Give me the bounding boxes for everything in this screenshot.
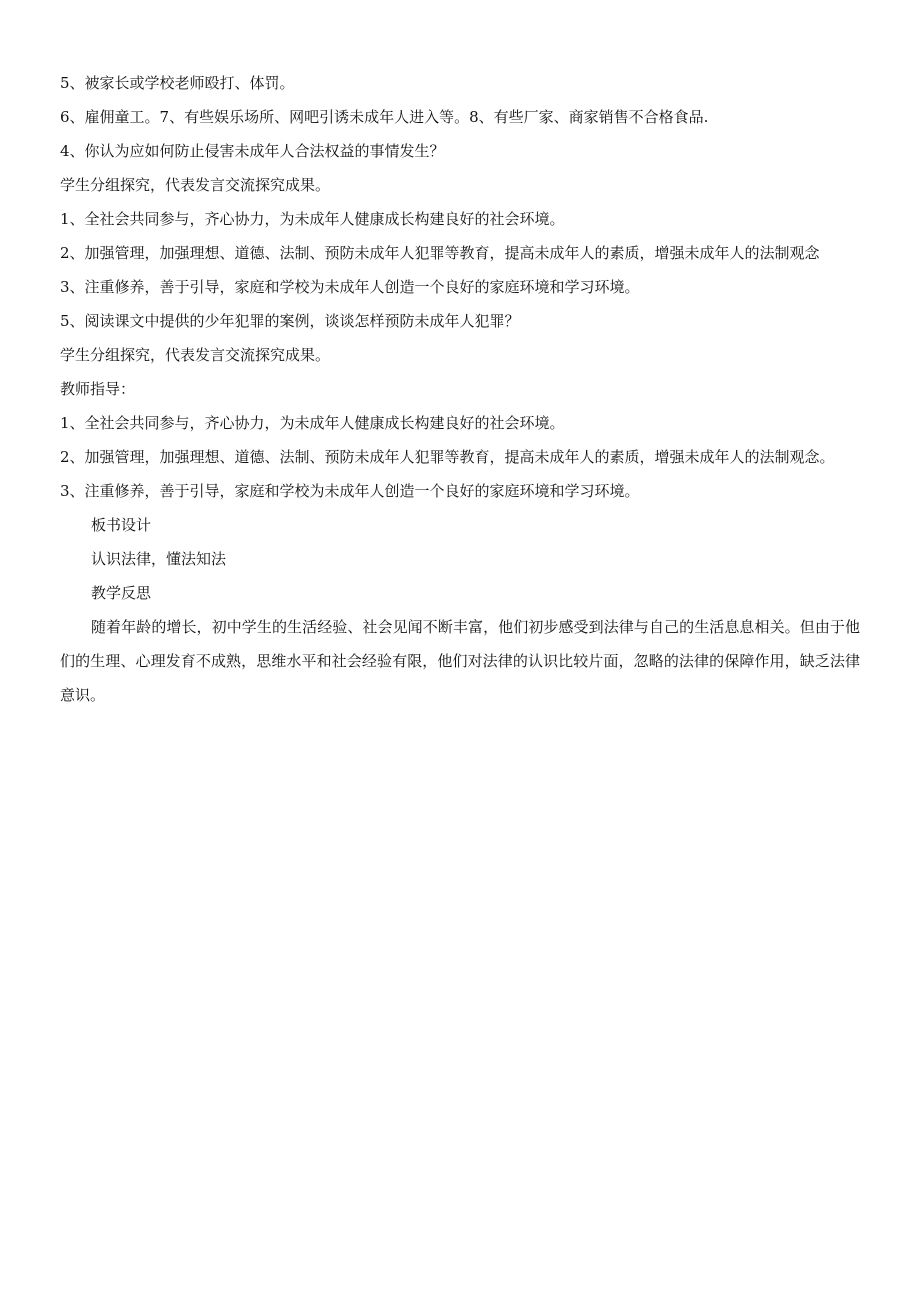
- text-line: 6、雇佣童工。7、有些娱乐场所、网吧引诱未成年人进入等。8、有些厂家、商家销售不合格食品.: [60, 108, 709, 126]
- text-line: 3、注重修养，善于引导，家庭和学校为未成年人创造一个良好的家庭环境和学习环境。: [60, 278, 640, 296]
- board-design-content: 认识法律，懂法知法: [91, 550, 227, 568]
- text-line: 2、加强管理，加强理想、道德、法制、预防未成年人犯罪等教育，提高未成年人的素质，增强未成年人的法制观念。: [60, 448, 835, 466]
- question-line: 5、阅读课文中提供的少年犯罪的案例，谈谈怎样预防未成年人犯罪？: [60, 312, 520, 330]
- text-line: 2、加强管理，加强理想、道德、法制、预防未成年人犯罪等教育，提高未成年人的素质，增强未成年人的法制观念: [60, 244, 820, 262]
- text-line: 5、被家长或学校老师殴打、体罚。: [60, 74, 295, 92]
- text-line: 学生分组探究，代表发言交流探究成果。: [60, 176, 331, 194]
- text-line: 1、全社会共同参与，齐心协力，为未成年人健康成长构建良好的社会环境。: [60, 414, 565, 432]
- text-line: 3、注重修养，善于引导，家庭和学校为未成年人创造一个良好的家庭环境和学习环境。: [60, 482, 640, 500]
- teacher-guidance-label: 教师指导：: [60, 380, 136, 398]
- reflection-paragraph: 随着年龄的增长，初中学生的生活经验、社会见闻不断丰富，他们初步感受到法律与自己的生活息息相关。但由于他们的生理、心理发育不成熟，思维水平和社会经验有限，他们对法律的认识比较片面，忽略的法律的保障作用，缺乏法律意识。: [60, 618, 860, 704]
- board-design-heading: 板书设计: [91, 516, 152, 534]
- text-line: 学生分组探究，代表发言交流探究成果。: [60, 346, 331, 364]
- text-line: 1、全社会共同参与，齐心协力，为未成年人健康成长构建良好的社会环境。: [60, 210, 565, 228]
- question-line: 4、你认为应如何防止侵害未成年人合法权益的事情发生？: [60, 142, 445, 160]
- reflection-heading: 教学反思: [91, 584, 152, 602]
